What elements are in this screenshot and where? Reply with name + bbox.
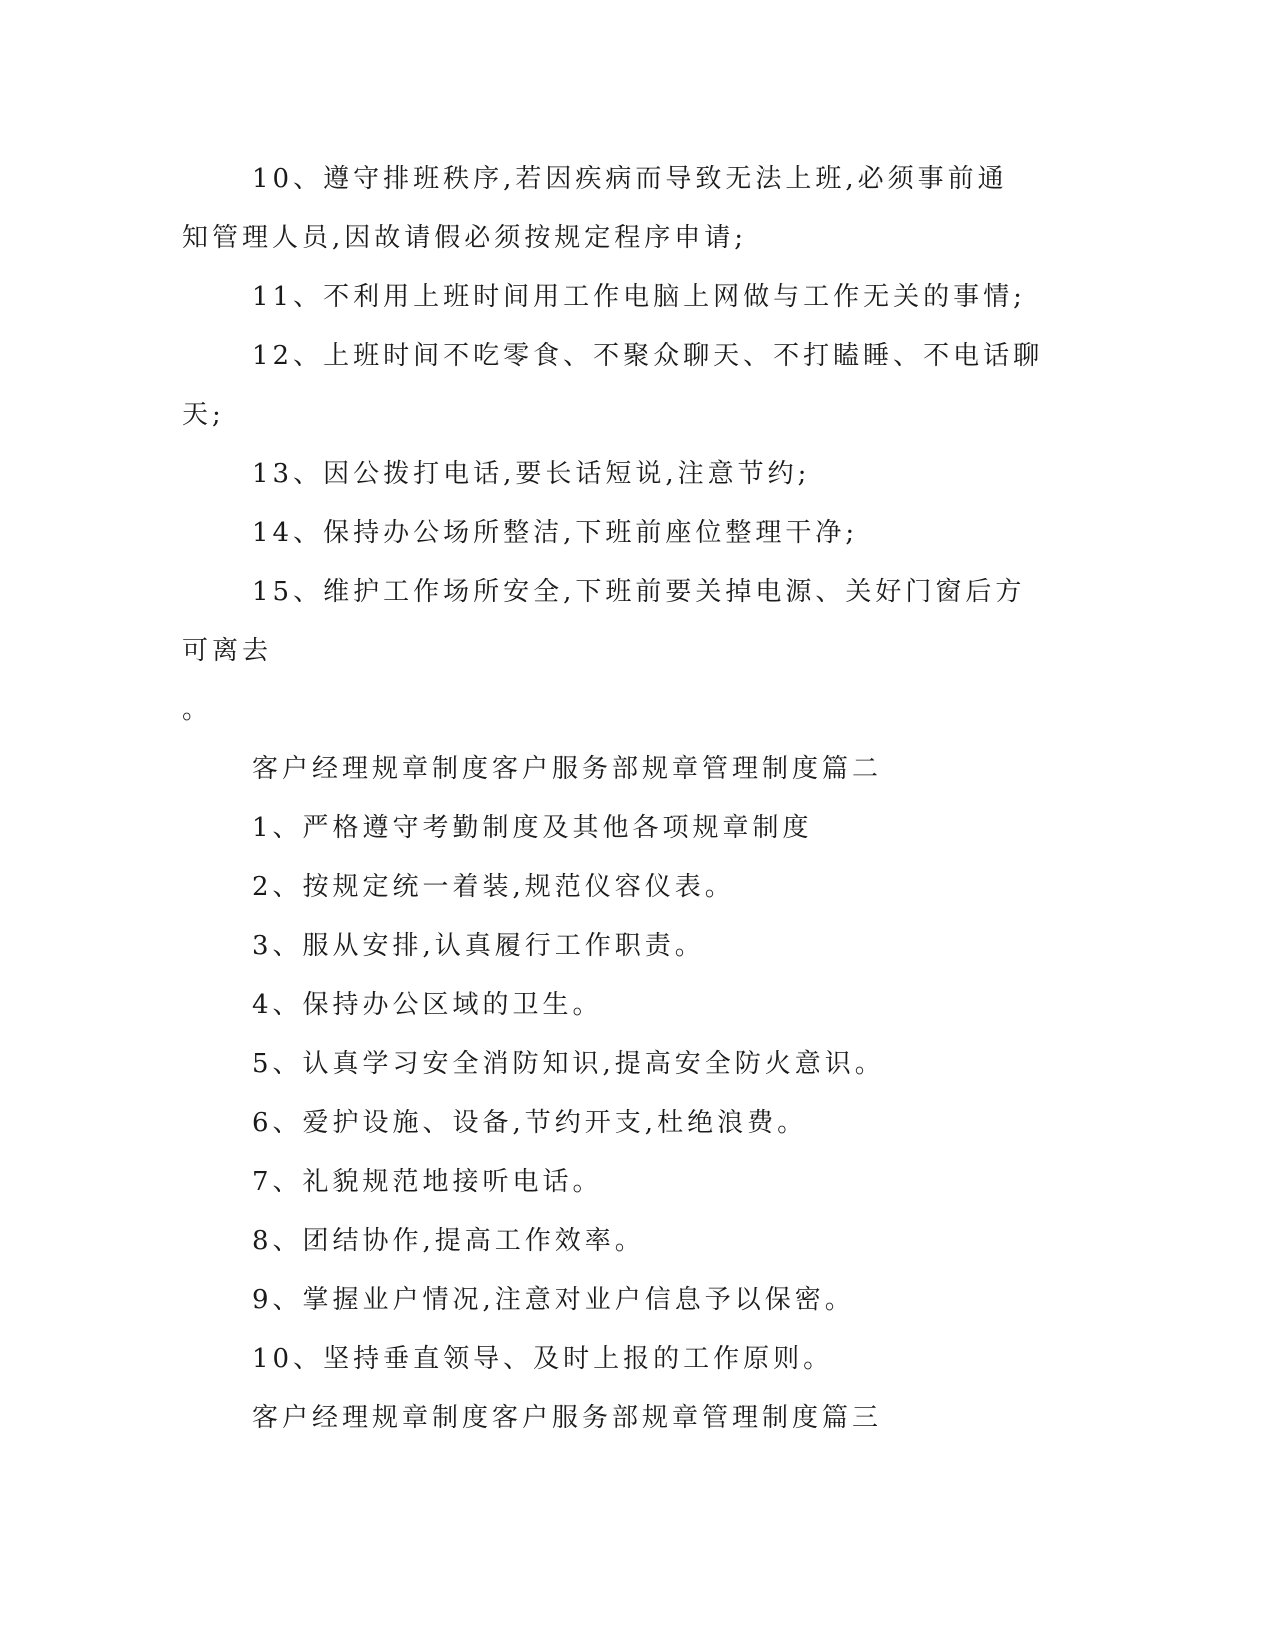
document-body: [182, 150, 1052, 1448]
rule-item-6: 6、爱护设施、设备,节约开支,杜绝浪费。: [252, 1108, 808, 1138]
rule-item-5: 5、认真学习安全消防知识,提高安全防火意识。: [252, 1049, 885, 1079]
rule-item-3: 3、服从安排,认真履行工作职责。: [252, 931, 705, 961]
rule-item-10: 10、坚持垂直领导、及时上报的工作原则。: [252, 1344, 834, 1374]
rule-item-7: 7、礼貌规范地接听电话。: [252, 1167, 603, 1197]
rule-item-9: 9、掌握业户情况,注意对业户信息予以保密。: [252, 1285, 855, 1315]
section-heading-part-three: 客户经理规章制度客户服务部规章管理制度篇三: [252, 1403, 883, 1433]
rule-item-4: 4、保持办公区域的卫生。: [252, 990, 603, 1020]
rule-paragraph-13: 13、因公拨打电话,要长话短说,注意节约;: [252, 459, 811, 489]
rule-paragraph-14: 14、保持办公场所整洁,下班前座位整理干净;: [252, 518, 859, 548]
rule-paragraph-15-end-mark: 。: [182, 695, 209, 725]
rule-paragraph-12: 12、上班时间不吃零食、不聚众聊天、不打瞌睡、不电话聊天;: [182, 341, 1044, 430]
rule-paragraph-15: 15、维护工作场所安全,下班前要关掉电源、关好门窗后方可离去: [182, 577, 1026, 666]
section-heading-part-two: 客户经理规章制度客户服务部规章管理制度篇二: [252, 754, 883, 784]
rule-paragraph-10: 10、遵守排班秩序,若因疾病而导致无法上班,必须事前通知管理人员,因故请假必须按规定程序申请;: [182, 164, 1008, 253]
rule-paragraph-11: 11、不利用上班时间用工作电脑上网做与工作无关的事情;: [252, 282, 1026, 312]
rule-item-1: 1、严格遵守考勤制度及其他各项规章制度: [252, 813, 813, 843]
rule-item-2: 2、按规定统一着装,规范仪容仪表。: [252, 872, 735, 902]
rule-item-8: 8、团结协作,提高工作效率。: [252, 1226, 645, 1256]
